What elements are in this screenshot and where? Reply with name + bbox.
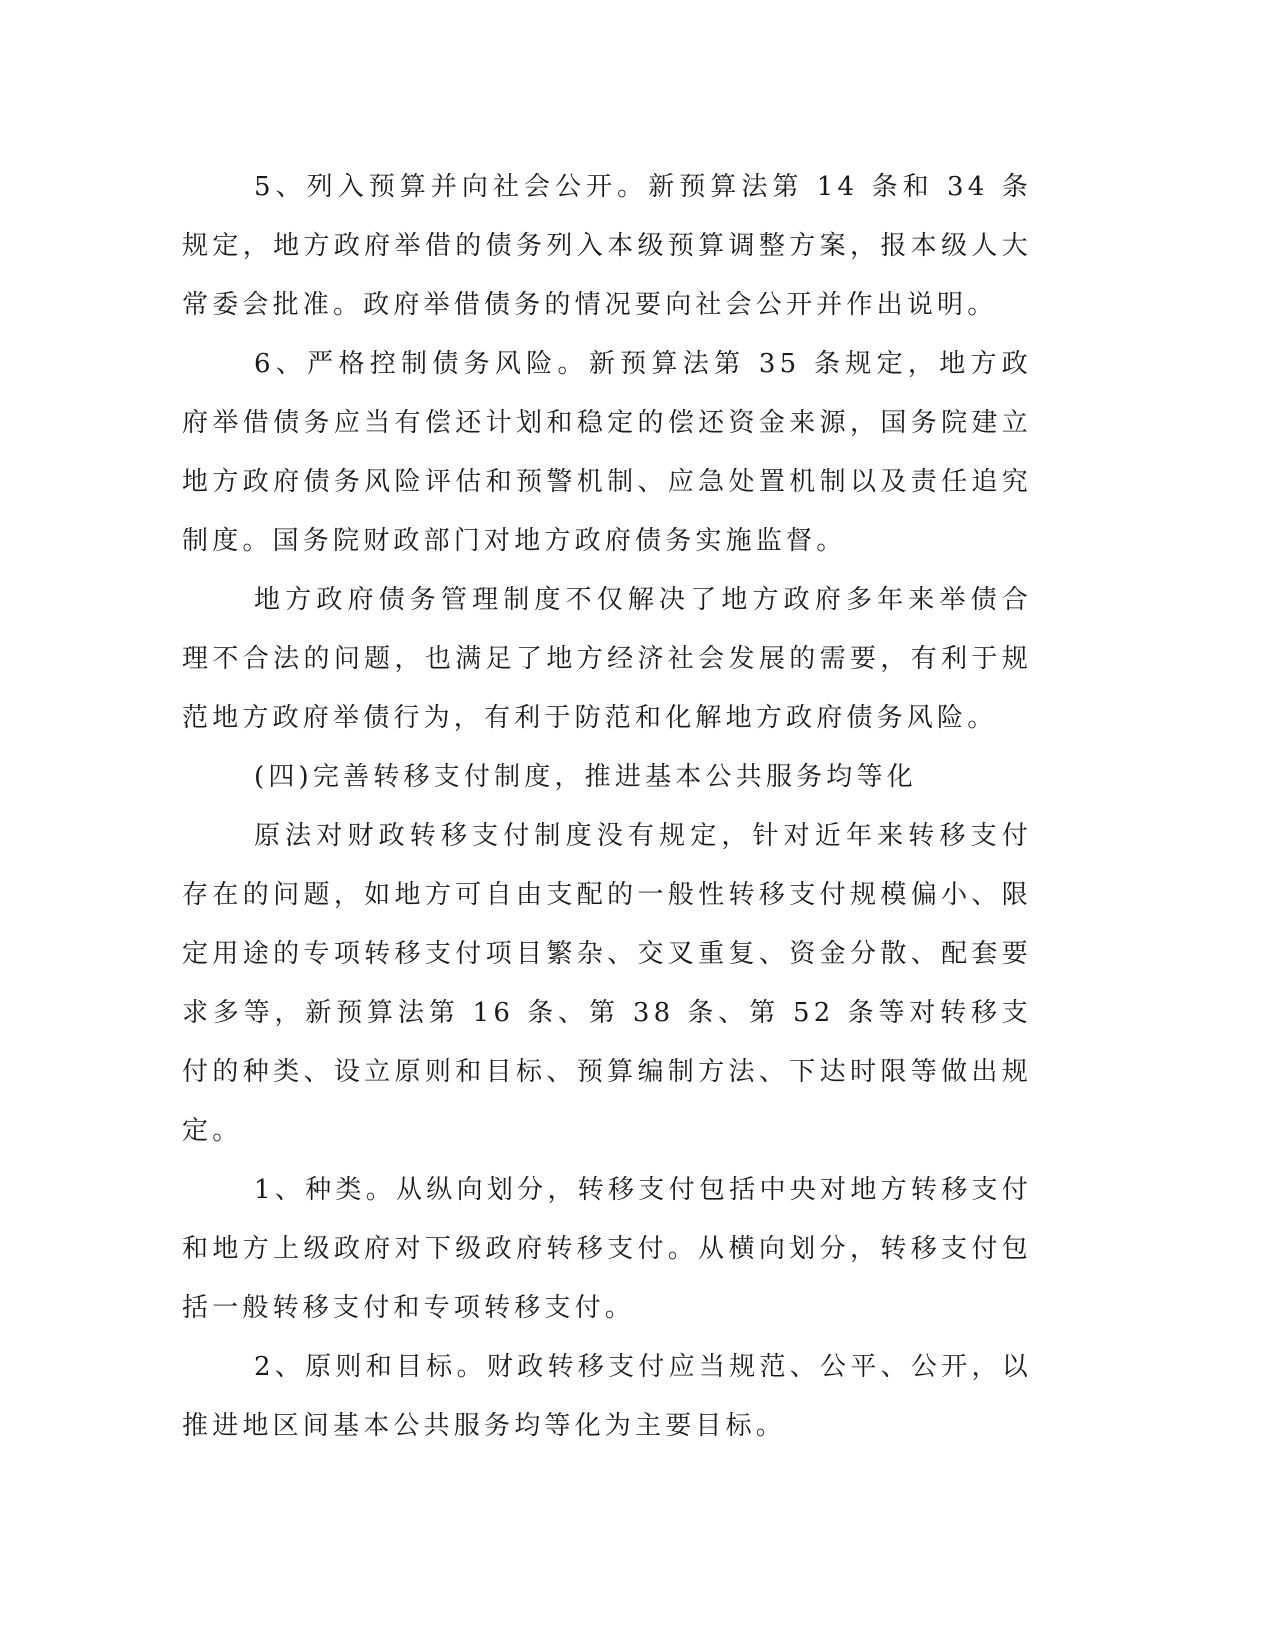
paragraph-transfer-payment-intro: 原法对财政转移支付制度没有规定，针对近年来转移支付存在的问题，如地方可自由支配的一般性转移支付规模偏小、限定用途的专项转移支付项目繁杂、交叉重复、资金分散、配套要求多等，新预算法第 16 条、第 38 条、第 52 条等对转移支付的种类、设立原则和目标、预算编制方法、下达时限等做出规定。 (182, 821, 1032, 1146)
paragraph-debt-budget-disclosure: 5、列入预算并向社会公开。新预算法第 14 条和 34 条规定，地方政府举借的债务列入本级预算调整方案，报本级人大常委会批准。政府举借债务的情况要向社会公开并作出说明。 (182, 172, 1032, 320)
paragraph-transfer-payment-principles: 2、原则和目标。财政转移支付应当规范、公平、公开，以推进地区间基本公共服务均等化为主要目标。 (182, 1352, 1032, 1441)
section-heading-transfer-payment: (四)完善转移支付制度，推进基本公共服务均等化 (254, 762, 917, 792)
paragraph-debt-management-summary: 地方政府债务管理制度不仅解决了地方政府多年来举债合理不合法的问题，也满足了地方经济社会发展的需要，有利于规范地方政府举债行为，有利于防范和化解地方政府债务风险。 (182, 585, 1032, 733)
document-body (182, 158, 1032, 1456)
paragraph-transfer-payment-types: 1、种类。从纵向划分，转移支付包括中央对地方转移支付和地方上级政府对下级政府转移支付。从横向划分，转移支付包括一般转移支付和专项转移支付。 (182, 1175, 1032, 1323)
paragraph-debt-risk-control: 6、严格控制债务风险。新预算法第 35 条规定，地方政府举借债务应当有偿还计划和稳定的偿还资金来源，国务院建立地方政府债务风险评估和预警机制、应急处置机制以及责任追究制度。国务院财政部门对地方政府债务实施监督。 (182, 349, 1032, 556)
